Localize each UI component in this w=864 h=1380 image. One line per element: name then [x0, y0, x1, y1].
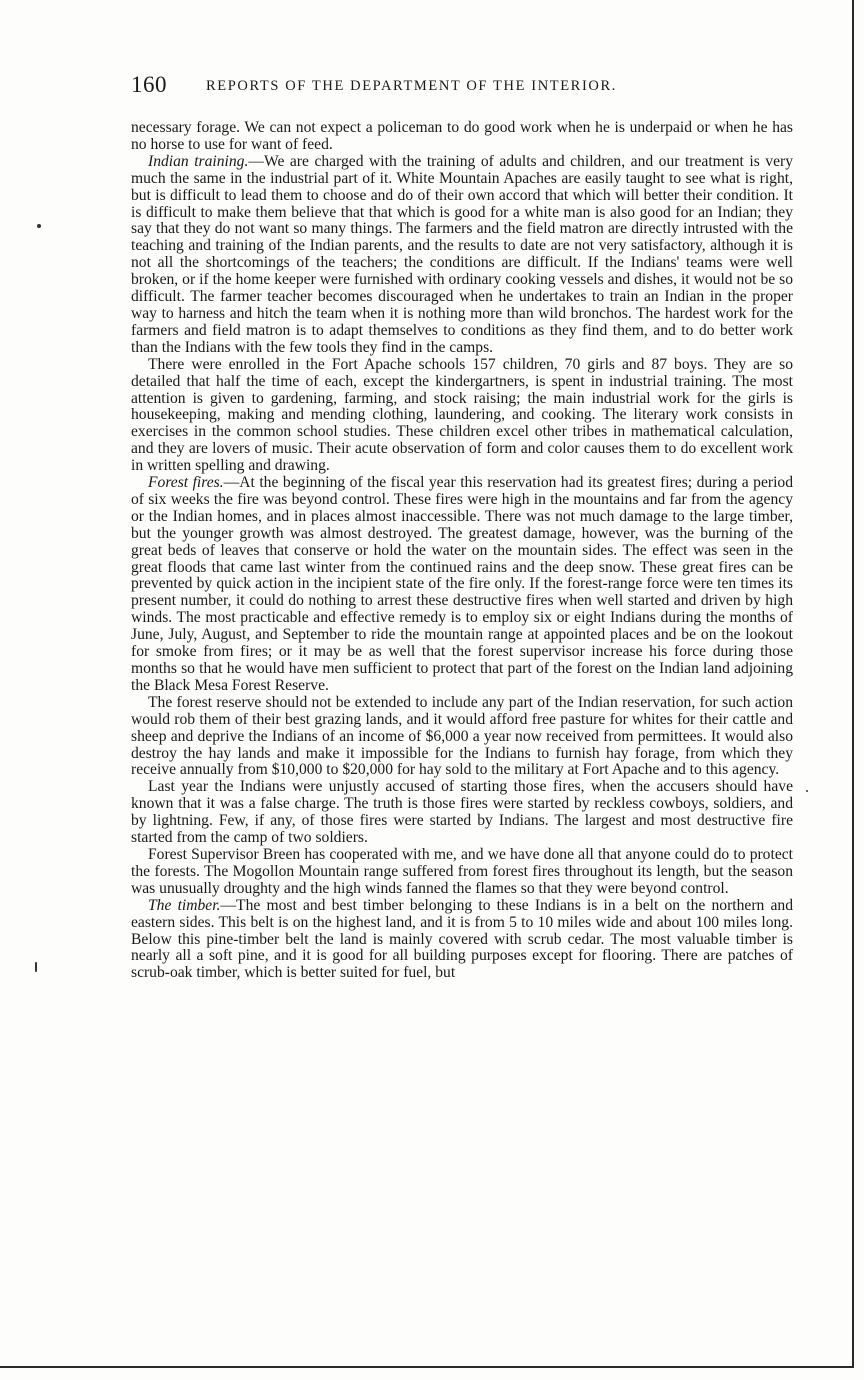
- scan-edge-bottom: [0, 1366, 854, 1368]
- paragraph-text: —We are charged with the training of adults and children, and our treatment is very much the same in the industrial part of it. White Mountain Apaches are easily taught to see what is right, but is difficult to lead them to choose and do of their own accord that which will better their condition. It is difficult to make them believe that that which is good for a white man is also good for an Indian; they say that they do not want so many things. The farmers and the field matron are directly intrusted with the teaching and training of the Indian parents, and the results to date are not very satisfactory, although it is not all the shortcomings of the teachers; the conditions are difficult. If the Indians' teams were well broken, or if the home keeper were furnished with ordinary cooking vessels and dishes, it would not be so difficult. The farmer teacher becomes discouraged when he undertakes to train an Indian in the proper way to harness and hitch the team when it is nothing more than wild bronchos. The hardest work for the farmers and field matron is to adapt themselves to conditions as they find them, and to do better work than the Indians with the few tools they find in the camps.: [131, 152, 793, 356]
- paragraph-heading: Forest fires.: [148, 474, 224, 492]
- paragraph-heading: Indian training.: [148, 152, 249, 170]
- margin-speck: [35, 962, 37, 972]
- paragraph-text: —The most and best timber belonging to these Indians is in a belt on the northern and eastern sides. This belt is on the highest land, and it is from 5 to 10 miles wide and about 100 miles long. Below this pine-timber belt the land is mainly covered with scrub cedar. The most valuable timber is nearly all a soft pine, and it is good for all building purposes except for flooring. There are patches of scrub-oak timber, which is better suited for fuel, but: [131, 896, 793, 982]
- margin-speck: [806, 790, 808, 792]
- paragraph: [131, 120, 793, 154]
- paragraph-text: necessary forage. We can not expect a policeman to do good work when he is underpaid or when he has no horse to use for want of feed.: [131, 119, 793, 153]
- margin-speck: [37, 224, 41, 228]
- paragraph-text: Forest Supervisor Breen has cooperated with me, and we have done all that anyone could do to protect the forests. The Mogollon Mountain range suffered from forest fires throughout its length, but the season was unusually droughty and the high winds fanned the flames so that they were beyond control.: [131, 845, 793, 897]
- paragraph: [131, 475, 793, 695]
- paragraph-text: There were enrolled in the Fort Apache schools 157 children, 70 girls and 87 boys. They are so detailed that half the time of each, except the kindergartners, is spent in industrial training. The most attention is given to gardening, farming, and stock raising; the main industrial work for the girls is housekeeping, making and mending clothing, laundering, and cooking. The literary work consists in exercises in the common school studies. These children excel other tribes in mathematical calculation, and they are lovers of music. Their acute observation of form and color causes them to do excellent work in written spelling and drawing.: [131, 355, 793, 475]
- paragraph-heading: The timber.: [148, 896, 221, 914]
- paragraph: [131, 779, 793, 847]
- paragraph: [131, 898, 793, 983]
- scan-edge-right: [852, 0, 854, 1368]
- paragraph-text: The forest reserve should not be extended to include any part of the Indian reservation, for such action would rob them of their best grazing lands, and it would afford free pasture for whites for their cattle and sheep and deprive the Indians of an income of $6,000 a year now received from permittees. It would also destroy the hay lands and make it impossible for the Indians to furnish hay forage, from which they receive annually from $10,000 to $20,000 for hay sold to the military at Fort Apache and to this agency.: [131, 693, 793, 779]
- paragraph: [131, 154, 793, 357]
- paragraph: [131, 847, 793, 898]
- paragraph-text: —At the beginning of the fiscal year this reservation had its greatest fires; during a period of six weeks the fire was beyond control. These fires were high in the mountains and far from the agency or the Indian homes, and in places almost inaccessible. There was not much damage to the large timber, but the younger growth was almost destroyed. The greatest damage, however, was the burning of the great beds of leaves that conserve or hold the water on the mountain sides. The effect was seen in the great floods that came last winter from the continued rains and the deep snow. These great fires can be prevented by quick action in the incipient state of the fire only. If the forest-range force were ten times its present number, it could do nothing to arrest these destructive fires when well started and driven by high winds. The most practicable and effective remedy is to employ six or eight Indians during the months of June, July, August, and September to ride the mountain range at appointed places and be on the lookout for smoke from fires; or it may be as well that the forest supervisor increase his force during those months so that he would have men sufficient to protect that part of the forest on the Indian land adjoining the Black Mesa Forest Reserve.: [131, 474, 793, 694]
- paragraph: [131, 357, 793, 475]
- page-header: [131, 72, 793, 102]
- paragraph: [131, 695, 793, 780]
- body-text: [131, 120, 793, 982]
- page-number: 160: [131, 72, 167, 97]
- paragraph-text: Last year the Indians were unjustly accused of starting those fires, when the accusers should have known that it was a false charge. The truth is those fires were started by reckless cowboys, soldiers, and by lightning. Few, if any, of those fires were started by Indians. The largest and most destructive fire started from the camp of two soldiers.: [131, 778, 793, 847]
- running-title: REPORTS OF THE DEPARTMENT OF THE INTERIOR.: [206, 78, 617, 94]
